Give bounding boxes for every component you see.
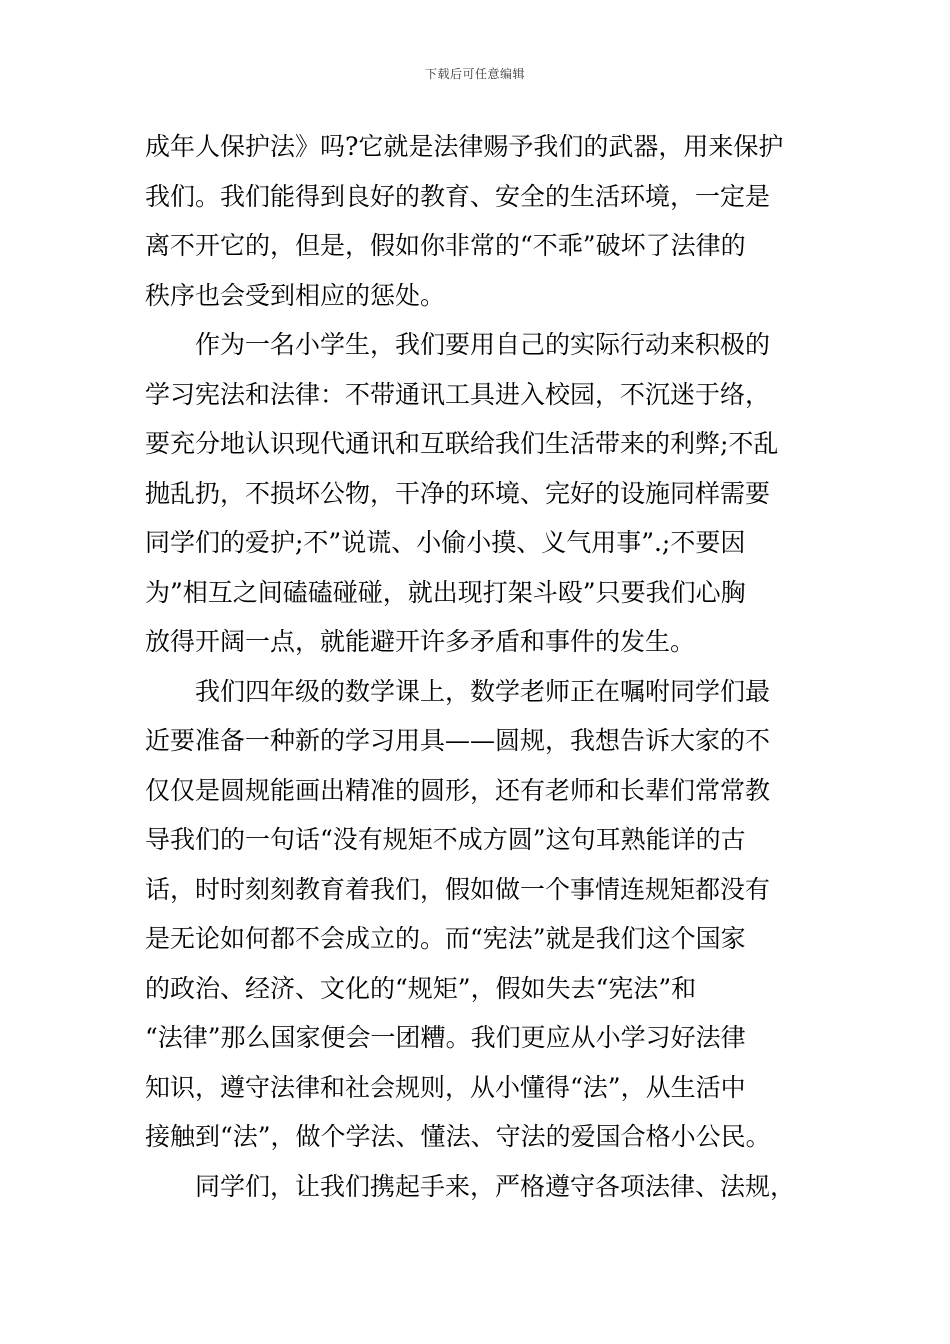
- text-line: 接触到“法”，做个学法、懂法、守法的爱国合格小公民。: [145, 1122, 771, 1151]
- text-line: 放得开阔一点，就能避开许多矛盾和事件的发生。: [145, 627, 696, 656]
- text-line: 要充分地认识现代通讯和互联给我们生活带来的利弊;不乱: [145, 429, 779, 458]
- page-header: 下载后可任意编辑: [424, 67, 525, 81]
- text-line: 是无论如何都不会成立的。而“宪法”就是我们这个国家: [145, 924, 746, 953]
- text-line: 同学们的爱护;不”说谎、小偷小摸、义气用事”.;不要因: [145, 528, 746, 557]
- paragraph: [145, 320, 825, 667]
- text-line: 导我们的一句话“没有规矩不成方圆”这句耳熟能详的古: [145, 825, 746, 854]
- text-line: 为”相互之间磕磕碰碰，就出现打架斗殴”只要我们心胸: [145, 577, 746, 607]
- text-line: 我们四年级的数学课上，数学老师正在嘱咐同学们最: [195, 676, 771, 706]
- paragraph: [145, 1162, 825, 1212]
- text-line: 仅仅是圆规能画出精准的圆形，还有老师和长辈们常常教: [145, 775, 771, 805]
- paragraph: [145, 667, 825, 1162]
- text-line: 知识，遵守法律和社会规则，从小懂得“法”，从生活中: [145, 1072, 746, 1102]
- text-line: 的政治、经济、文化的“规矩”，假如失去“宪法”和: [145, 973, 697, 1003]
- text-line: 我们。我们能得到良好的教育、安全的生活环境，一定是: [145, 181, 771, 211]
- paragraph: [145, 122, 825, 320]
- text-line: 离不开它的，但是，假如你非常的“不乖”破坏了法律的: [145, 231, 746, 260]
- text-line: “法律”那么国家便会一团糟。我们更应从小学习好法律: [145, 1023, 746, 1052]
- text-line: 成年人保护法》吗?它就是法律赐予我们的武器，用来保护: [145, 132, 784, 161]
- document-body: [145, 122, 825, 1211]
- text-line: 同学们，让我们携起手来，严格遵守各项法律、法规，: [195, 1171, 796, 1201]
- text-line: 近要准备一种新的学习用具——圆规，我想告诉大家的不: [145, 726, 771, 755]
- text-line: 秩序也会受到相应的惩处。: [145, 280, 446, 310]
- text-line: 抛乱扔，不损坏公物，干净的环境、完好的设施同样需要: [145, 478, 771, 508]
- text-line: 作为一名小学生，我们要用自己的实际行动来积极的: [195, 330, 771, 359]
- text-line: 学习宪法和法律：不带通讯工具进入校园，不沉迷于络，: [145, 379, 771, 409]
- text-line: 话，时时刻刻教育着我们，假如做一个事情连规矩都没有: [145, 874, 771, 904]
